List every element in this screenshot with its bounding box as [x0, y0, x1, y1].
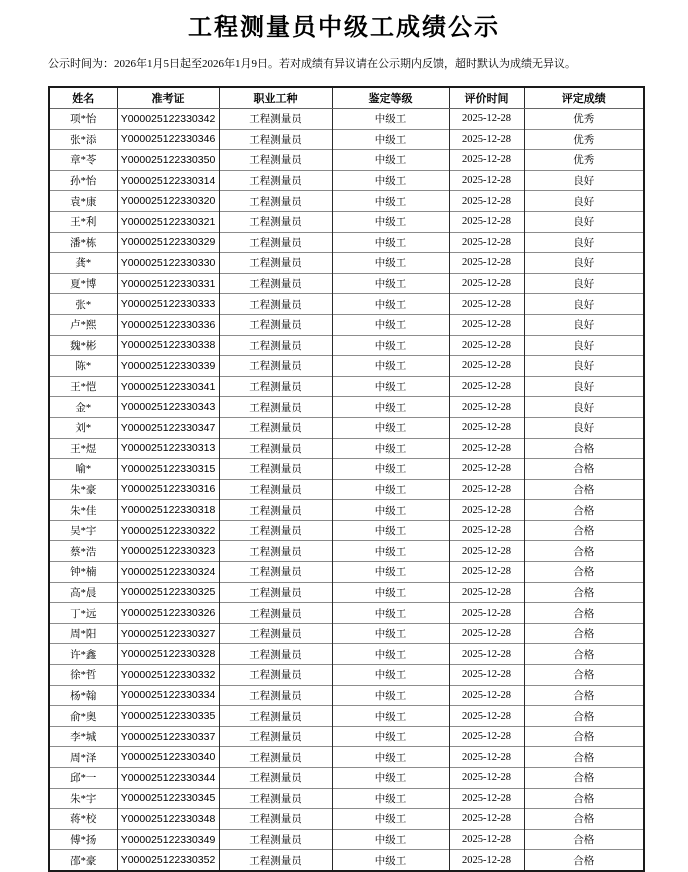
cell-ticket: Y000025122330316	[117, 479, 219, 500]
cell-date: 2025-12-28	[449, 459, 524, 480]
cell-date: 2025-12-28	[449, 356, 524, 377]
cell-level: 中级工	[332, 273, 449, 294]
cell-name: 蔡*浩	[49, 541, 117, 562]
cell-level: 中级工	[332, 809, 449, 830]
table-row	[49, 335, 644, 356]
cell-occupation: 工程测量员	[219, 850, 332, 871]
table-row	[49, 109, 644, 130]
cell-name: 朱*宇	[49, 788, 117, 809]
cell-ticket: Y000025122330348	[117, 809, 219, 830]
cell-grade: 良好	[524, 253, 644, 274]
cell-ticket: Y000025122330329	[117, 232, 219, 253]
cell-occupation: 工程测量员	[219, 438, 332, 459]
cell-name: 潘*栋	[49, 232, 117, 253]
table-row	[49, 376, 644, 397]
cell-date: 2025-12-28	[449, 129, 524, 150]
cell-occupation: 工程测量员	[219, 685, 332, 706]
table-row	[49, 314, 644, 335]
results-table	[48, 86, 645, 872]
cell-ticket: Y000025122330340	[117, 747, 219, 768]
cell-occupation: 工程测量员	[219, 109, 332, 130]
cell-date: 2025-12-28	[449, 335, 524, 356]
cell-date: 2025-12-28	[449, 665, 524, 686]
cell-name: 王*恺	[49, 376, 117, 397]
table-row	[49, 294, 644, 315]
cell-name: 项*怡	[49, 109, 117, 130]
results-table-body	[49, 109, 644, 871]
table-row	[49, 129, 644, 150]
cell-occupation: 工程测量员	[219, 417, 332, 438]
cell-occupation: 工程测量员	[219, 726, 332, 747]
column-header-level: 鉴定等级	[332, 87, 449, 109]
cell-name: 王*利	[49, 211, 117, 232]
table-row	[49, 500, 644, 521]
table-row	[49, 603, 644, 624]
cell-level: 中级工	[332, 829, 449, 850]
cell-ticket: Y000025122330339	[117, 356, 219, 377]
table-row	[49, 232, 644, 253]
cell-level: 中级工	[332, 562, 449, 583]
cell-level: 中级工	[332, 170, 449, 191]
cell-ticket: Y000025122330328	[117, 644, 219, 665]
cell-level: 中级工	[332, 500, 449, 521]
cell-ticket: Y000025122330322	[117, 520, 219, 541]
cell-grade: 合格	[524, 706, 644, 727]
cell-level: 中级工	[332, 603, 449, 624]
cell-name: 杨*翰	[49, 685, 117, 706]
cell-name: 李*城	[49, 726, 117, 747]
cell-date: 2025-12-28	[449, 500, 524, 521]
cell-date: 2025-12-28	[449, 562, 524, 583]
cell-date: 2025-12-28	[449, 438, 524, 459]
table-row	[49, 829, 644, 850]
table-row	[49, 788, 644, 809]
cell-grade: 合格	[524, 541, 644, 562]
cell-ticket: Y000025122330332	[117, 665, 219, 686]
cell-level: 中级工	[332, 644, 449, 665]
cell-grade: 良好	[524, 191, 644, 212]
cell-ticket: Y000025122330333	[117, 294, 219, 315]
cell-level: 中级工	[332, 376, 449, 397]
table-row	[49, 170, 644, 191]
column-header-occupation: 职业工种	[219, 87, 332, 109]
cell-ticket: Y000025122330346	[117, 129, 219, 150]
cell-grade: 优秀	[524, 150, 644, 171]
cell-occupation: 工程测量员	[219, 273, 332, 294]
cell-name: 朱*佳	[49, 500, 117, 521]
cell-occupation: 工程测量员	[219, 541, 332, 562]
cell-occupation: 工程测量员	[219, 665, 332, 686]
cell-occupation: 工程测量员	[219, 129, 332, 150]
table-row	[49, 417, 644, 438]
cell-level: 中级工	[332, 397, 449, 418]
cell-ticket: Y000025122330325	[117, 582, 219, 603]
cell-occupation: 工程测量员	[219, 747, 332, 768]
cell-grade: 优秀	[524, 109, 644, 130]
cell-name: 周*泽	[49, 747, 117, 768]
cell-grade: 合格	[524, 479, 644, 500]
cell-ticket: Y000025122330326	[117, 603, 219, 624]
cell-ticket: Y000025122330336	[117, 314, 219, 335]
cell-level: 中级工	[332, 109, 449, 130]
cell-ticket: Y000025122330349	[117, 829, 219, 850]
cell-date: 2025-12-28	[449, 150, 524, 171]
table-row	[49, 541, 644, 562]
cell-name: 邱*一	[49, 768, 117, 789]
cell-grade: 良好	[524, 397, 644, 418]
cell-date: 2025-12-28	[449, 232, 524, 253]
column-header-name: 姓名	[49, 87, 117, 109]
cell-occupation: 工程测量员	[219, 788, 332, 809]
cell-date: 2025-12-28	[449, 768, 524, 789]
cell-ticket: Y000025122330350	[117, 150, 219, 171]
table-row	[49, 850, 644, 871]
cell-grade: 优秀	[524, 129, 644, 150]
table-row	[49, 623, 644, 644]
cell-ticket: Y000025122330344	[117, 768, 219, 789]
cell-ticket: Y000025122330341	[117, 376, 219, 397]
cell-name: 龚*	[49, 253, 117, 274]
cell-occupation: 工程测量员	[219, 623, 332, 644]
cell-ticket: Y000025122330313	[117, 438, 219, 459]
cell-name: 邵*豪	[49, 850, 117, 871]
cell-occupation: 工程测量员	[219, 520, 332, 541]
table-row	[49, 726, 644, 747]
cell-grade: 合格	[524, 850, 644, 871]
cell-grade: 合格	[524, 809, 644, 830]
cell-grade: 良好	[524, 314, 644, 335]
cell-grade: 合格	[524, 768, 644, 789]
cell-level: 中级工	[332, 438, 449, 459]
cell-ticket: Y000025122330343	[117, 397, 219, 418]
cell-occupation: 工程测量员	[219, 562, 332, 583]
cell-date: 2025-12-28	[449, 109, 524, 130]
cell-grade: 良好	[524, 294, 644, 315]
cell-level: 中级工	[332, 768, 449, 789]
cell-name: 张*添	[49, 129, 117, 150]
cell-name: 孙*怡	[49, 170, 117, 191]
cell-grade: 合格	[524, 829, 644, 850]
cell-ticket: Y000025122330314	[117, 170, 219, 191]
cell-date: 2025-12-28	[449, 314, 524, 335]
table-row	[49, 644, 644, 665]
cell-name: 高*晨	[49, 582, 117, 603]
cell-level: 中级工	[332, 150, 449, 171]
cell-occupation: 工程测量员	[219, 314, 332, 335]
cell-occupation: 工程测量员	[219, 768, 332, 789]
cell-level: 中级工	[332, 520, 449, 541]
cell-occupation: 工程测量员	[219, 459, 332, 480]
cell-occupation: 工程测量员	[219, 397, 332, 418]
cell-level: 中级工	[332, 335, 449, 356]
cell-ticket: Y000025122330327	[117, 623, 219, 644]
cell-date: 2025-12-28	[449, 829, 524, 850]
cell-grade: 良好	[524, 417, 644, 438]
table-row	[49, 685, 644, 706]
cell-ticket: Y000025122330320	[117, 191, 219, 212]
cell-ticket: Y000025122330331	[117, 273, 219, 294]
cell-grade: 合格	[524, 459, 644, 480]
cell-date: 2025-12-28	[449, 397, 524, 418]
cell-grade: 良好	[524, 232, 644, 253]
cell-level: 中级工	[332, 479, 449, 500]
cell-grade: 合格	[524, 685, 644, 706]
table-row	[49, 665, 644, 686]
cell-name: 朱*豪	[49, 479, 117, 500]
page-title: 工程测量员中级工成绩公示	[188, 15, 500, 41]
cell-level: 中级工	[332, 191, 449, 212]
table-row	[49, 459, 644, 480]
cell-name: 吴*宇	[49, 520, 117, 541]
cell-ticket: Y000025122330337	[117, 726, 219, 747]
cell-grade: 良好	[524, 170, 644, 191]
cell-level: 中级工	[332, 417, 449, 438]
cell-ticket: Y000025122330347	[117, 417, 219, 438]
cell-level: 中级工	[332, 294, 449, 315]
cell-date: 2025-12-28	[449, 850, 524, 871]
cell-ticket: Y000025122330345	[117, 788, 219, 809]
cell-name: 周*阳	[49, 623, 117, 644]
cell-level: 中级工	[332, 726, 449, 747]
cell-occupation: 工程测量员	[219, 706, 332, 727]
cell-occupation: 工程测量员	[219, 191, 332, 212]
cell-level: 中级工	[332, 747, 449, 768]
cell-occupation: 工程测量员	[219, 809, 332, 830]
cell-ticket: Y000025122330323	[117, 541, 219, 562]
cell-grade: 合格	[524, 665, 644, 686]
table-row	[49, 520, 644, 541]
table-row	[49, 582, 644, 603]
cell-ticket: Y000025122330318	[117, 500, 219, 521]
cell-level: 中级工	[332, 314, 449, 335]
cell-level: 中级工	[332, 232, 449, 253]
cell-date: 2025-12-28	[449, 726, 524, 747]
cell-occupation: 工程测量员	[219, 500, 332, 521]
cell-date: 2025-12-28	[449, 273, 524, 294]
cell-level: 中级工	[332, 685, 449, 706]
cell-occupation: 工程测量员	[219, 356, 332, 377]
table-row	[49, 438, 644, 459]
cell-name: 刘*	[49, 417, 117, 438]
cell-name: 袁*康	[49, 191, 117, 212]
cell-level: 中级工	[332, 541, 449, 562]
cell-grade: 良好	[524, 356, 644, 377]
cell-grade: 合格	[524, 644, 644, 665]
cell-date: 2025-12-28	[449, 747, 524, 768]
cell-date: 2025-12-28	[449, 417, 524, 438]
cell-date: 2025-12-28	[449, 170, 524, 191]
cell-grade: 良好	[524, 376, 644, 397]
cell-grade: 合格	[524, 562, 644, 583]
cell-name: 魏*彬	[49, 335, 117, 356]
cell-grade: 合格	[524, 520, 644, 541]
cell-date: 2025-12-28	[449, 685, 524, 706]
cell-grade: 合格	[524, 500, 644, 521]
cell-date: 2025-12-28	[449, 644, 524, 665]
cell-occupation: 工程测量员	[219, 376, 332, 397]
cell-name: 金*	[49, 397, 117, 418]
cell-date: 2025-12-28	[449, 520, 524, 541]
cell-grade: 合格	[524, 582, 644, 603]
cell-ticket: Y000025122330342	[117, 109, 219, 130]
cell-occupation: 工程测量员	[219, 232, 332, 253]
cell-grade: 良好	[524, 211, 644, 232]
cell-level: 中级工	[332, 706, 449, 727]
cell-occupation: 工程测量员	[219, 603, 332, 624]
cell-name: 喻*	[49, 459, 117, 480]
cell-level: 中级工	[332, 788, 449, 809]
cell-occupation: 工程测量员	[219, 582, 332, 603]
cell-ticket: Y000025122330335	[117, 706, 219, 727]
table-row	[49, 809, 644, 830]
cell-grade: 良好	[524, 273, 644, 294]
cell-name: 许*鑫	[49, 644, 117, 665]
cell-grade: 合格	[524, 603, 644, 624]
cell-date: 2025-12-28	[449, 479, 524, 500]
cell-name: 蒋*校	[49, 809, 117, 830]
column-header-date: 评价时间	[449, 87, 524, 109]
cell-date: 2025-12-28	[449, 253, 524, 274]
cell-name: 张*	[49, 294, 117, 315]
table-row	[49, 562, 644, 583]
cell-date: 2025-12-28	[449, 706, 524, 727]
cell-level: 中级工	[332, 129, 449, 150]
cell-date: 2025-12-28	[449, 541, 524, 562]
cell-level: 中级工	[332, 211, 449, 232]
cell-date: 2025-12-28	[449, 809, 524, 830]
cell-date: 2025-12-28	[449, 376, 524, 397]
table-row	[49, 211, 644, 232]
cell-name: 夏*博	[49, 273, 117, 294]
cell-date: 2025-12-28	[449, 603, 524, 624]
cell-grade: 合格	[524, 623, 644, 644]
cell-name: 章*苓	[49, 150, 117, 171]
cell-ticket: Y000025122330352	[117, 850, 219, 871]
cell-name: 徐*哲	[49, 665, 117, 686]
cell-ticket: Y000025122330321	[117, 211, 219, 232]
cell-occupation: 工程测量员	[219, 829, 332, 850]
notice-text: 公示时间为：2026年1月5日起至2026年1月9日。若对成绩有异议请在公示期内反馈，超时默认为成绩无异议。	[48, 58, 576, 70]
cell-occupation: 工程测量员	[219, 253, 332, 274]
cell-occupation: 工程测量员	[219, 211, 332, 232]
cell-occupation: 工程测量员	[219, 335, 332, 356]
cell-date: 2025-12-28	[449, 294, 524, 315]
cell-name: 丁*远	[49, 603, 117, 624]
table-row	[49, 273, 644, 294]
cell-occupation: 工程测量员	[219, 644, 332, 665]
cell-date: 2025-12-28	[449, 211, 524, 232]
table-row	[49, 150, 644, 171]
cell-occupation: 工程测量员	[219, 294, 332, 315]
cell-level: 中级工	[332, 356, 449, 377]
cell-date: 2025-12-28	[449, 788, 524, 809]
table-row	[49, 768, 644, 789]
table-row	[49, 397, 644, 418]
cell-level: 中级工	[332, 459, 449, 480]
table-row	[49, 706, 644, 727]
cell-name: 卢*熙	[49, 314, 117, 335]
cell-occupation: 工程测量员	[219, 150, 332, 171]
column-header-ticket: 准考证	[117, 87, 219, 109]
cell-level: 中级工	[332, 850, 449, 871]
header-row	[49, 87, 644, 109]
cell-occupation: 工程测量员	[219, 170, 332, 191]
cell-grade: 良好	[524, 335, 644, 356]
cell-ticket: Y000025122330334	[117, 685, 219, 706]
cell-occupation: 工程测量员	[219, 479, 332, 500]
table-row	[49, 253, 644, 274]
cell-name: 陈*	[49, 356, 117, 377]
cell-name: 钟*楠	[49, 562, 117, 583]
cell-level: 中级工	[332, 582, 449, 603]
cell-grade: 合格	[524, 726, 644, 747]
cell-ticket: Y000025122330338	[117, 335, 219, 356]
cell-grade: 合格	[524, 438, 644, 459]
table-row	[49, 747, 644, 768]
table-row	[49, 479, 644, 500]
cell-name: 俞*奥	[49, 706, 117, 727]
cell-ticket: Y000025122330324	[117, 562, 219, 583]
column-header-grade: 评定成绩	[524, 87, 644, 109]
cell-name: 王*煜	[49, 438, 117, 459]
cell-name: 傅*扬	[49, 829, 117, 850]
table-row	[49, 356, 644, 377]
cell-date: 2025-12-28	[449, 623, 524, 644]
table-row	[49, 191, 644, 212]
cell-ticket: Y000025122330330	[117, 253, 219, 274]
cell-date: 2025-12-28	[449, 582, 524, 603]
cell-level: 中级工	[332, 665, 449, 686]
cell-level: 中级工	[332, 253, 449, 274]
cell-level: 中级工	[332, 623, 449, 644]
cell-ticket: Y000025122330315	[117, 459, 219, 480]
cell-date: 2025-12-28	[449, 191, 524, 212]
cell-grade: 合格	[524, 747, 644, 768]
cell-grade: 合格	[524, 788, 644, 809]
